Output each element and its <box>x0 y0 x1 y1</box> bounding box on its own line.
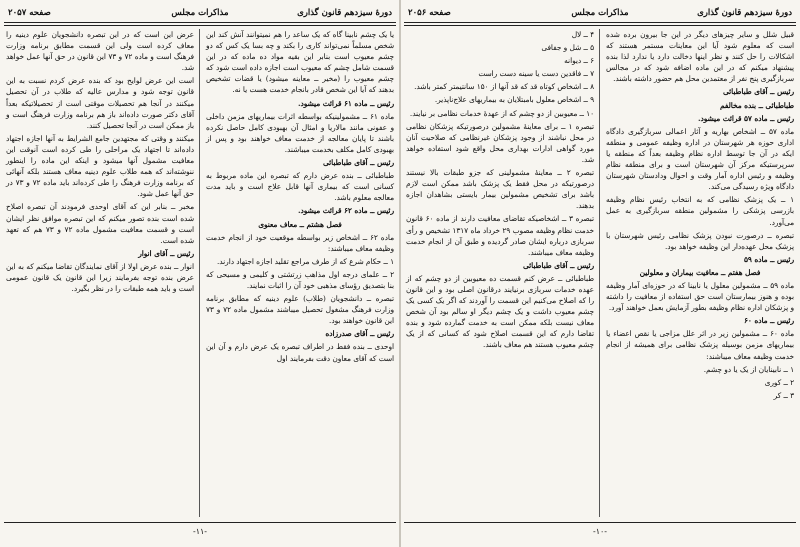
paragraph: ۱ ــ نابینایان از یک یا دو چشم. <box>703 364 794 374</box>
left-header-page-number: صفحه ۲۰۵۷ <box>8 8 51 18</box>
speaker-line: رئیس ــ آقای صدرزاده <box>325 329 394 339</box>
right-page-column-right <box>604 29 796 517</box>
speaker-line: رئیس ــ آقای طباطبائی <box>723 87 794 97</box>
speaker-line: رئیس ــ ماده ۶۲ قرائت میشود. <box>297 206 394 216</box>
paragraph: عرض این است که در این تبصره دانشجویان علوم دینیه را معاف کرده است ولی این قسمت مطابق برنامه وزارت فرهنگ است و ماده ۷۲ و ۷۳ این قانون در حق آنها عمل خواهد شد. <box>6 30 194 73</box>
paragraph: یا یک چشم نابینا گاه که یک ساعد را هم نمیتوانند آنش کند این شخص مسلماً نمی‌تواند کاری را بکند و چه بسا یک کس که دو چشم معیوب است بنابر این بقیه مواد ده ماده که در این قسمت شامل چشم که معیوب است اجازه داده است شود که چشم معیوب را (مخیر ــ معاینه میشود) یا قضات تشخیص بدهند که آیا این شخص قادر بانجام خدمت هست یا نه. <box>206 30 394 95</box>
paragraph: ۸ ــ اشخاص کوتاه قد که قد آنها از ۱۵۰ سانتیمتر کمتر باشد. <box>414 82 594 92</box>
right-header-rule-thin <box>404 25 796 26</box>
paragraph: ۵ ــ شل و جفافی <box>541 43 594 53</box>
left-header-rule-thin <box>4 25 396 26</box>
paragraph: ماده ۵۹ ــ مشمولین معلول یا نابینا که در حوزه‌ای آمار وظیفه بوده و هنوز بیمارستان است حق استفاده از معافیت را داشته و پزشکان اداره نظام وظیفه بطور آزمایش بعمل خواهند آورد. <box>606 280 794 313</box>
paragraph: ماده ۶۲ ــ اشخاص زیر بواسطه موقعیت خود از انجام خدمت وظیفه معاف میباشند: <box>206 232 394 253</box>
left-folio: -۱۱- <box>193 527 207 536</box>
section-heading: فصل هفتم ــ معافیت بیماران و معلولین <box>639 267 761 277</box>
right-page <box>404 6 796 542</box>
paragraph: اوحدی ــ بنده فقط در اطراف تبصره یک عرض دارم و آن این است که آقای معاون دقت بفرمایند اول <box>206 342 394 363</box>
paragraph: ۱۰ ــ معیوبین از دو چشم که از عهدهٔ خدمات نظامی بر نیایند. <box>409 108 594 118</box>
paragraph: ماده ۵۷ ــ اشخاص بهاریه و آثار اعمالی سربازگیری دادگاه اداری حوزه هر شهرستان در اداره وظیفه عمومی و منطقه ایکه در آن جا توسط اداره نظام وظیفه بعداً که منطقه یا سرپرستیکه مرکز آن شهرستان است و برای منطقه نظام وظیفه و رئیس اداره آمار وقت و احوال ودادستان شهرستان دادگاه ویژه رسیدگی می‌کند. <box>606 126 794 192</box>
left-footer-rule <box>4 522 396 523</box>
speaker-line: رئیس ــ آقای انوار <box>138 248 194 258</box>
right-header-page-number: صفحه ۲۰۵۶ <box>408 8 451 18</box>
speaker-line: رئیس ــ ماده ۵۷ قرائت میشود. <box>697 113 794 123</box>
speaker-line: رئیس ــ آقای طباطبائی <box>323 158 394 168</box>
paragraph: ۷ ــ فاقدین دست یا سینه دست راست <box>478 69 594 79</box>
paragraph: ۴ ــ لال <box>571 30 594 39</box>
left-page-column-right <box>204 29 396 517</box>
left-header-session: دورهٔ سیزدهم قانون گذاری <box>297 8 392 18</box>
section-heading: فصل هشتم ــ معاف معنوی <box>258 219 342 229</box>
paragraph: تبصره ۱ ــ برای معاینهٔ مشمولین درصورتیکه پزشکان نظامی در محل نباشند از وجود پزشکان غیرنظامی که صلاحیت آنان مورد گواهی ادارات بهداری محل واقع شود استفاده خواهد شد. <box>406 121 594 164</box>
paragraph: ۱ ــ حکام شرع که از طرف مراجع تقلید اجازه اجتهاد دارند. <box>216 256 394 266</box>
paragraph: طباطبائی ــ بنده عرض دارم که تبصره این ماده مربوط به کسانی است که بیماری آنها قابل علاج است و باید مدت معالجه معلوم باشد. <box>206 171 394 203</box>
paragraph: تبصره ــ دانشجویان (طلاب) علوم دینیه که مطابق برنامه وزارت فرهنگ مشغول تحصیل میباشند مشمول ماده ۷۲ و ۷۳ این قانون خواهند بود. <box>206 294 394 326</box>
left-page-column-left <box>4 29 196 517</box>
right-column-divider <box>599 29 600 517</box>
paragraph: تبصره ــ درصورت نبودن پزشک نظامی رئیس شهرستان با پزشک محل عهده‌دار این وظیفه خواهد بود. <box>606 230 794 251</box>
left-page <box>4 6 396 542</box>
right-header-rule <box>404 22 796 23</box>
paragraph: ۳ ــ کر <box>773 390 794 400</box>
paragraph: قبیل شلل و سایر چیزهای دیگر در این جا بیرون برده شده است که معلوم شود آیا این معاینات مستمر هستند که اشکالات را حل کنند و نظر اینها دخالت دارد یا ندارد لذا بنده پیشنهاد میکنم که در این ماده اضافه شود که در مجالس سربازگیری پنج نفر از معتمدین محل هم حضور داشته باشند. <box>606 30 794 84</box>
speaker-line: رئیس ــ آقای طباطبائی <box>523 260 594 270</box>
paragraph: ۲ ــ علمای درجه اول مذاهب زرتشتی و کلیمی و مسیحی که بنا بتصدیق رؤسای مذهبی خود آن را اثبات نمایند. <box>206 269 394 290</box>
left-page-header <box>4 6 396 22</box>
right-folio: -۱۰- <box>593 527 607 536</box>
paragraph: ماده ۶۰ ــ مشمولین زیر در اثر علل مزاجی یا نقص اعضاء یا بیماریهای مزمن بوسیله پزشک نظامی برای همیشه از انجام خدمت وظیفه معاف میباشند: <box>606 329 795 361</box>
left-header-rule <box>4 22 396 23</box>
paragraph: تبصره ۳ ــ اشخاصیکه تقاضای معافیت دارند از ماده ۶۰ قانون خدمت نظام وظیفه مصوب ۲۹ خرداد ماه ۱۳۱۷ تشخیص و رأی سربازی درباره ایشان صادر گردیده و طبق آن از انجام خدمت وظیفه معاف میباشند. <box>406 214 594 257</box>
paragraph: میکنند و وقتی که مجتهدین جامع الشرایط به آنها اجازه اجتهاد داده‌اند تا اجتهاد یک مراحلی را طی کرده است آنوقت این معافیت مشمول آنها میشود و اینکه این ماده را اینطور ننوشته‌اند که همه طلاب علوم دینیه معاف هستند بلکه آنهائی که برنامه وزارت فرهنگ را طی کرده‌اند باید ماده ۷۲ و ۷۳ در حق آنها عمل شود. <box>6 133 194 199</box>
right-page-header <box>404 6 796 22</box>
left-header-title: مذاکرات مجلس <box>171 8 229 18</box>
paragraph: طباطبائی ــ عرض کنم قسمت ده معیوبین از دو چشم که از عهده خدمات سربازی برنیایند درقانون اصلی بود و این قانون را که اصلاح می‌کنیم این قسمت را آوردند که اگر یک کسی یک چشم معیوب داشت و یک چشم دیگر او سالم بود آن شخص معاف نیست بلکه ممکن است به خدمت گمارده شود و بنده تقاضا دارم که این قسمت اصلاح شود که کسانی که از یک چشم معیوب هستند هم معاف باشند. <box>406 273 594 350</box>
speaker-line: طباطبائی ــ بنده مخالفم <box>720 100 794 110</box>
paragraph: ۱ ــ یک پزشک نظامی که به انتخاب رئیس نظام وظیفه بازرسی پزشکی را مشمولین منطقه سربازگیری به عمل می‌آورد. <box>606 195 794 227</box>
paragraph: ۲ ــ کوری <box>764 377 794 387</box>
paragraph: ماده ۶۱ ــ مشمولینیکه بواسطه اثرات بیماریهای مزمن داخلی و عفونی مانند مالاریا و امثال آن بهبودی کامل حاصل نکرده باشند تا پایان معالجه از خدمت معاف خواهند بود و پس از بهبودی کامل مکلف بخدمت میباشند. <box>206 111 394 154</box>
paragraph: ۹ ــ اشخاص معلول بامبتلایان به بیماریهای علاج‌ناپذیر. <box>434 95 594 105</box>
left-column-divider <box>199 29 200 517</box>
right-header-title: مذاکرات مجلس <box>571 8 629 18</box>
speaker-line: رئیس ــ ماده ۶۰ <box>743 316 794 326</box>
speaker-line: رئیس ــ ماده ۶۱ قرائت میشود. <box>297 98 394 108</box>
paragraph: مخبر ــ بنابر این که آقای اوحدی فرمودند آن تبصره اصلاح شده است بنده تصور میکنم که این تبصره موافق نظر ایشان است و قسمت معافیت مشمول ماده ۷۲ و ۷۳ هم که تعهد شده است. <box>6 202 194 245</box>
paragraph: ۶ ــ دیوانه <box>564 56 594 66</box>
right-footer-rule <box>404 522 796 523</box>
right-header-session: دورهٔ سیزدهم قانون گذاری <box>697 8 792 18</box>
right-page-column-left <box>404 29 596 517</box>
speaker-line: رئیس ــ ماده ۵۹ <box>743 254 794 264</box>
paragraph: است این عرض لوایح بود که بنده عرض کردم نسبت به این قانون توجه شود و مدارس عالیه که طلاب در آن تحصیل میکنند در آنجا هم تحصیلات موقتی است از تحصیلاتیکه بعداً آقای دکتر صورت داده‌اند باز هم برنامه وزارت فرهنگ است و باز ممکن است در آنجا تحصیل کنند. <box>6 76 194 130</box>
paragraph: انوار ــ بنده عرض اولا از آقای نمایندگان تقاضا میکنم که به این عرض بنده توجه بفرمایند زیرا این قانون یک قانون عمومی است و باید همه طبقات را در نظر بگیرد. <box>6 261 194 294</box>
paragraph: تبصره ۲ ــ معاینهٔ مشمولینی که جزو طبقات بالا نیستند درصورتیکه در محل فقط یک پزشک باشد ممکن است لازم باشد برای تشخیص مشمولین بیمار بایستی بشاهدان اجازه بدهند. <box>406 168 595 211</box>
book-spine <box>399 0 401 547</box>
